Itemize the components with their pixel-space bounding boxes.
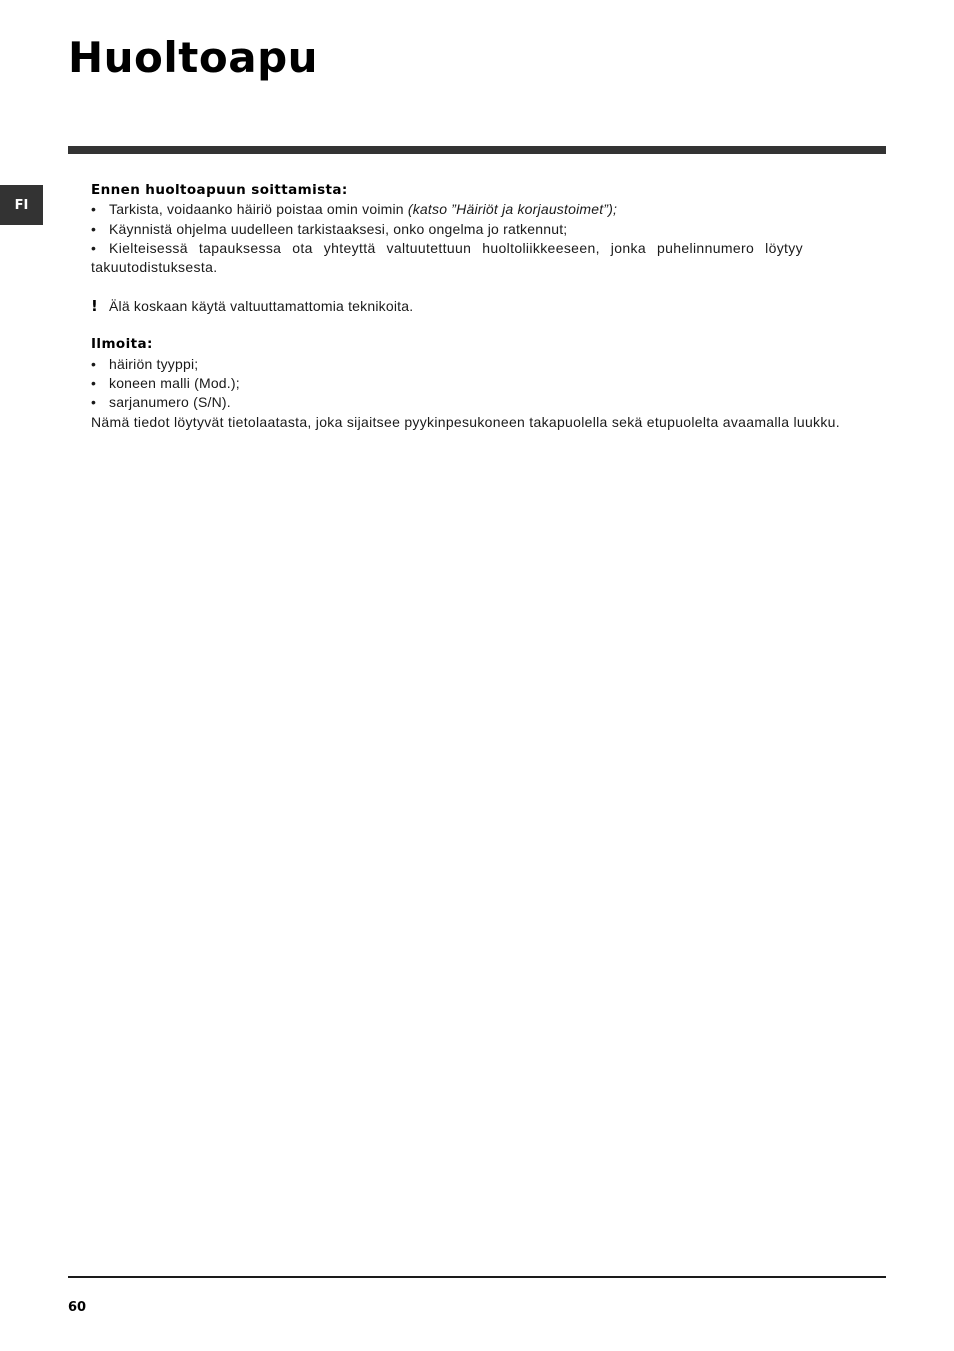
header-divider [68,146,886,154]
page-number: 60 [68,1300,87,1315]
cross-reference: (katso ”Häiriöt ja korjaustoimet”); [407,201,618,218]
service-content [91,181,855,432]
before-calling-heading: Ennen huoltoapuun soittamista: [91,182,348,198]
bullet: • [91,394,97,411]
warning-icon: ! [91,296,99,315]
bullet: • [91,374,97,391]
warning-text: Älä koskaan käytä valtuuttamattomia teknikoita. [109,297,414,314]
bullet: • [91,239,97,256]
list-item-text: häiriön tyyppi; [109,355,199,372]
bullet: • [91,220,97,237]
list-item [91,355,855,374]
language-tab: FI [0,185,43,225]
list-item-text: koneen malli (Mod.); [109,374,240,391]
footer-divider [68,1276,886,1278]
list-item [91,393,855,412]
list-item-text: Käynnistä ohjelma uudelleen tarkistaaksesi, onko ongelma jo ratkennut; [109,220,568,237]
list-item [91,220,621,239]
list-item-text: Tarkista, voidaanko häiriö poistaa omin voimin [109,201,408,218]
list-item-text: sarjanumero (S/N). [109,394,231,411]
warning-note [91,297,855,316]
list-item [91,200,671,219]
page-title: Huoltoapu [68,33,319,82]
rating-plate-note: Nämä tiedot löytyvät tietolaatasta, joka sijaitsee pyykinpesukoneen takapuolella sekä etupuolelta avaamalla luukku. [91,413,840,430]
list-item-text: Kielteisessä tapauksessa ota yhteyttä valtuutettuun huoltoliikkeeseen, jonka puhelinnumero löytyy takuutodistuksesta. [91,239,803,276]
bullet: • [91,355,97,372]
list-item [91,239,803,278]
list-item [91,374,855,393]
report-heading: Ilmoita: [91,336,153,353]
bullet: • [91,201,97,218]
